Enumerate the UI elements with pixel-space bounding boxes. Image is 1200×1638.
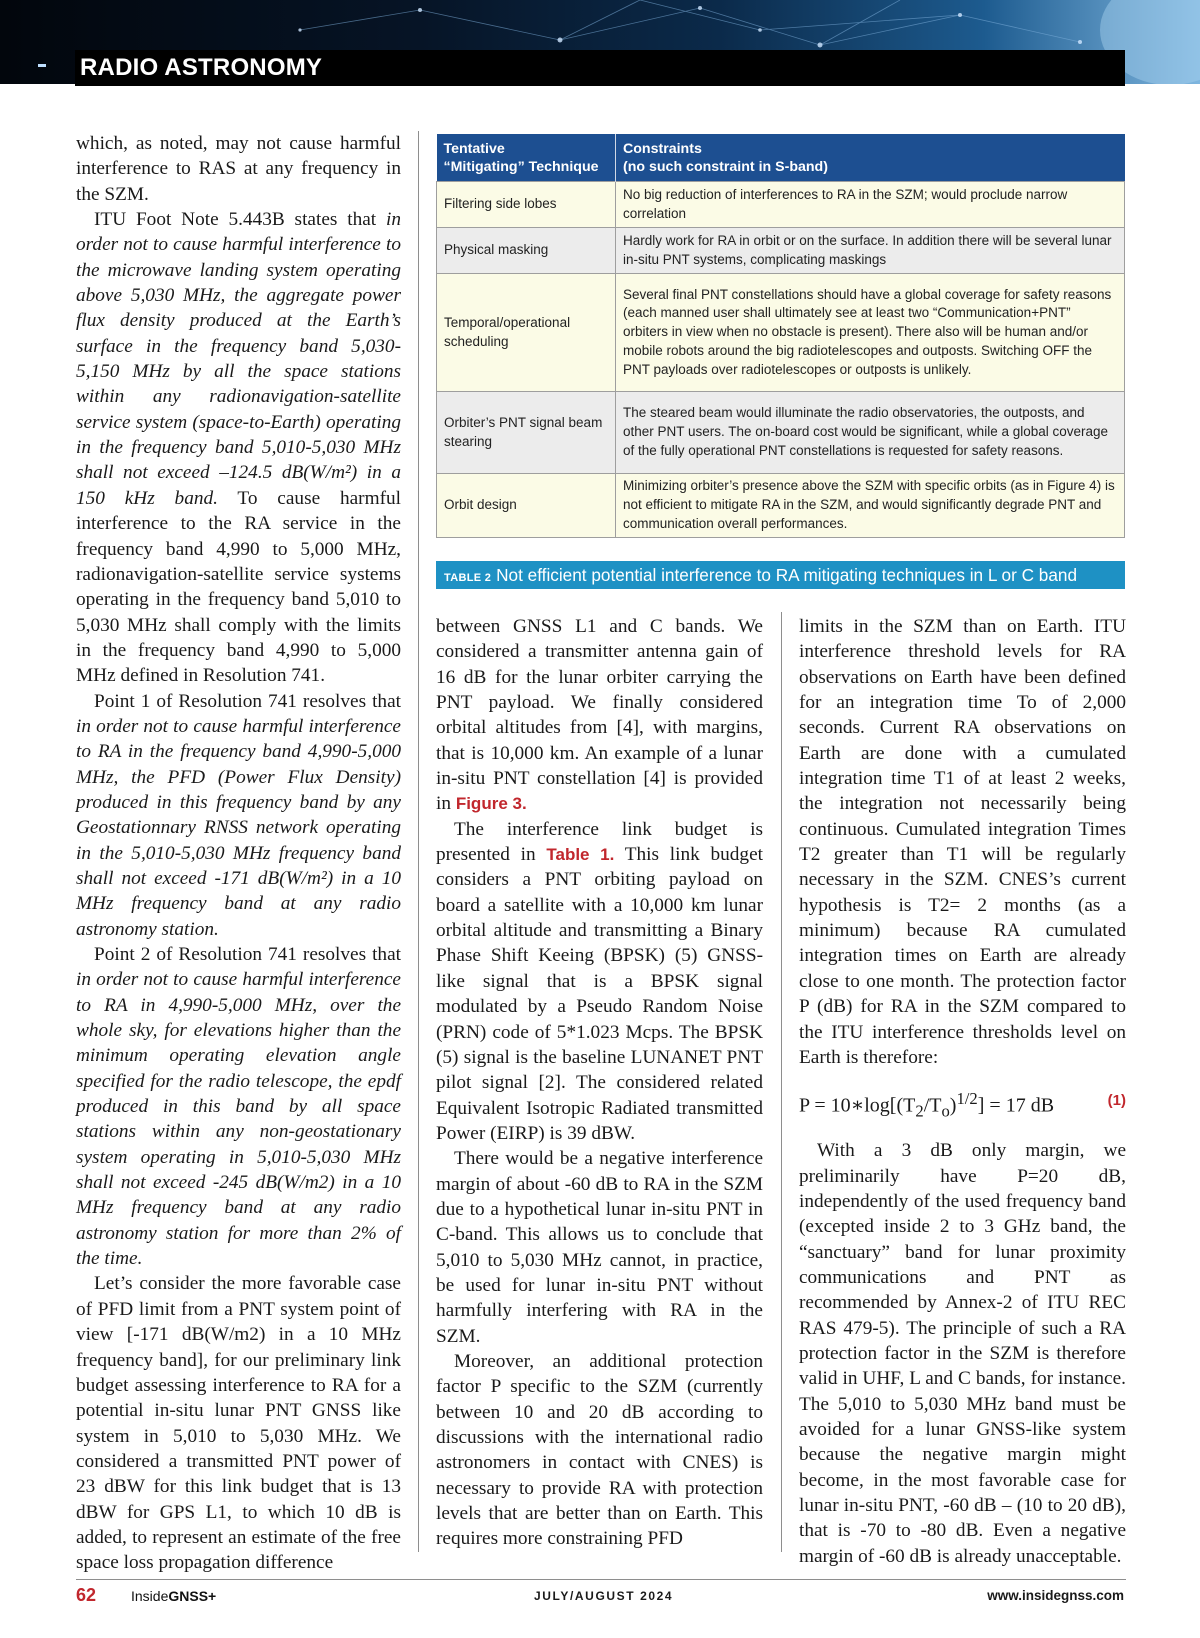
column-divider [781, 612, 782, 1552]
text: Point 2 of Resolution 741 resolves that [94, 944, 401, 965]
table-row [437, 474, 1125, 538]
table-row [437, 228, 1125, 274]
paragraph [76, 207, 401, 689]
eq-subscript: o [941, 1101, 950, 1121]
figure-reference: Figure 3. [455, 794, 527, 814]
column-3 [799, 614, 1126, 1569]
paragraph: Let’s consider the more favorable case of PFD limit from a PNT system point of view [-171 dB(W/m2) in a 10 MHz frequency band], for our preliminary link budget assessing interference to RA for a potential in-situ lunar PNT GNSS like system in 5,010 to 5,030 MHz. We considered a transmitted PNT power of 23 dBW for this link budget that is 13 dBW for GPS L1, to which 10 dB is added, to represent an estimate of the free space loss propagation difference [76, 1273, 401, 1574]
quote-text: in order not to cause harmful interference to RA in the frequency band 4,990-5,000 MHz, the PFD (Power Flux Density) produced in this frequency band by any Geostationnary RNSS network operating in the 5,010-5,030 MHz frequency band shall not exceed -171 dB(W/m²) in a 10 MHz frequency band at any radio astronomy station. [76, 715, 401, 940]
technique-cell: Orbiter’s PNT signal beam stearing [437, 392, 616, 474]
text: This link budget considers a PNT orbiting payload on board a satellite with a 10,000 km lunar orbital altitude and transmitting a Binary Phase Shift Keeing (BPSK) (5) GNSS-like signal that is a BPSK signal modulated by a Pseudo Random Noise (PRN) code of 5*1.023 Mcps. The BPSK (5) signal is the baseline LUNANET PNT pilot signal [2]. The considered related Equivalent Isotropic Radiated transmitted Power (EIRP) is 39 dBW. [436, 844, 763, 1144]
text: The interference link budget is presented in [436, 818, 763, 866]
paragraph: which, as noted, may not cause harmful interference to RAS at any frequency in the SZM. [76, 133, 401, 205]
constraint-cell: Minimizing orbiter’s presence above the SZM with specific orbits (as in Figure 4) is not efficient to mitigate RA in the SZM, and would significantly degrade PNT and communication overall performances. [616, 474, 1125, 538]
eq-superscript: 1/2 [956, 1089, 978, 1109]
technique-cell: Physical masking [437, 228, 616, 274]
quote-text: in order not to cause harmful interference to RA in 4,990-5,000 MHz, over the whole sky, for elevations higher than the minimum operating elevation angle specified for the radio telescope, the epdf produced in this band by all space stations within any non-geostationary system operating in 5,010-5,030 MHz shall not exceed -245 dB(W/m2) in a 10 MHz frequency band at any radio astronomy station for more than 2% of the time. [76, 969, 401, 1270]
header-technique [437, 134, 616, 182]
constraint-cell: The steared beam would illuminate the radio observatories, the outposts, and other PNT users. The on-board cost would be significant, while a global coverage of the fully operational PNT constellations is requested for safety reasons. [616, 392, 1125, 474]
technique-cell: Orbit design [437, 474, 616, 538]
eq-part: P = 10∗log[(T [799, 1094, 916, 1117]
footer-rule [76, 1579, 1126, 1580]
paragraph: With a 3 dB only margin, we preliminarily have P=20 dB, independently of the used frequency band (excepted inside 2 to 3 GHz band, the “sanctuary” band for lunar proximity communications and PNT as recommended by Annex-2 of ITU REC RAS 479-5). The principle of such a RA protection factor in the SZM is therefore valid in UHF, L and C bands, for instance. The 5,010 to 5,030 MHz band must be avoided for a lunar GNSS-like system because the negative margin might become, in the most favorable case for lunar in-situ PNT, -60 dB – (10 to 20 dB), that is -70 to -80 dB. Even a negative margin of -60 dB is already unacceptable. [799, 1140, 1126, 1567]
paragraph: There would be a negative interference margin of about -60 dB to RA in the SZM due to a hypothetical lunar in-situ PNT in C-band. This allows us to conclude that 5,010 to 5,030 MHz cannot, in practice, be used for lunar in-situ PNT without harmfully interfering with RA in the SZM. [436, 1148, 763, 1347]
header-constraints [616, 134, 1125, 182]
logo-text: Inside [131, 1588, 169, 1604]
paragraph [436, 614, 763, 817]
page-number: 62 [76, 1585, 97, 1605]
section-title: RADIO ASTRONOMY [80, 54, 323, 81]
header-text: “Mitigating” Technique [443, 159, 599, 175]
paragraph: limits in the SZM than on Earth. ITU interference threshold levels for RA observations on Earth have been defined for an integration time To of 2,000 seconds. Current RA observations on Earth are done with a cumulated integration time T1 of at least 2 weeks, the integration not necessarily being continuous. Cumulated integration Times T2 greater than T1 will be regularly necessary in the SZM. CNES’s current hypothesis is T2= 2 months (as a minimum) because RA cumulated integration times on Earth are already close to one month. The protection factor P (dB) for RA in the SZM compared to the ITU interference thresholds level on Earth is therefore: [799, 616, 1126, 1068]
eq-part: /T [923, 1094, 942, 1117]
eq-subscript: 2 [915, 1101, 924, 1121]
header-text: Constraints [623, 141, 702, 157]
column-2 [436, 614, 763, 1552]
table-row [437, 182, 1125, 228]
text: Point 1 of Resolution 741 resolves that [94, 690, 401, 712]
text: To cause harmful interference to the RA service in the frequency band 4,990 to 5,000 MHz, radionavigation-satellite service systems operating in the frequency band 5,010 to 5,030 MHz shall comply with the limits in the frequency band 4,990 to 5,000 MHz defined in Resolution 741. [76, 487, 401, 687]
table-reference: Table 1. [546, 845, 615, 865]
paragraph [436, 817, 763, 1146]
constraint-cell: Hardly work for RA in orbit or on the surface. In addition there will be several lunar in-situ PNT systems, complicating maskings [616, 228, 1125, 274]
issue-date: JULY/AUGUST 2024 [534, 1589, 674, 1603]
technique-cell: Filtering side lobes [437, 182, 616, 228]
header-text: Tentative [443, 141, 505, 157]
logo-text: GNSS+ [168, 1588, 217, 1604]
text: between GNSS L1 and C bands. We considered a transmitter antenna gain of 16 dB for the lunar orbiter carrying the PNT payload. We finally considered orbital altitudes from [4], with margins, that is 10,000 km. An example of a lunar in-situ PNT constellation [4] is provided in [436, 616, 763, 815]
table-row [437, 392, 1125, 474]
paragraph: Moreover, an additional protection factor P specific to the SZM (currently between 10 and 20 dB according to discussions with the international radio astronomers in contact with CNES) is necessary to provide RA with protection levels that are better than on Earth. This requires more constraining PFD [436, 1350, 763, 1550]
mitigation-table [436, 134, 1125, 538]
eq-part: ) [949, 1094, 957, 1117]
equation-1 [799, 1076, 1126, 1126]
column-1 [76, 131, 401, 1576]
paragraph [76, 942, 401, 1271]
caption-label: TABLE 2 [444, 572, 492, 584]
website: www.insidegnss.com [987, 1588, 1124, 1603]
caption-text: Not efficient potential interference to RA mitigating techniques in L or C band [496, 565, 1078, 585]
header-accent-mark [38, 64, 46, 67]
constraint-cell: No big reduction of interferences to RA in the SZM; would proclude narrow correlation [616, 182, 1125, 228]
column-divider [418, 131, 419, 1552]
equation-text [799, 1086, 1054, 1124]
equation-number: (1) [1107, 1092, 1126, 1110]
text: ITU Foot Note 5.443B states that [94, 209, 386, 231]
paragraph [76, 689, 401, 942]
quote-text: in order not to cause harmful interference to the microwave landing system operating above 5,030 MHz, the aggregate power flux density produced at the Earth’s surface in the frequency band 5,030-5,150 MHz by all the space stations within any radionavigation-satellite service system (space-to-Earth) operating in the frequency band 5,010-5,030 MHz shall not exceed –124.5 dB(W/m²) in a 150 kHz band. [76, 209, 401, 509]
table-header-row [437, 134, 1125, 182]
constraint-cell: Several final PNT constellations should have a global coverage for safety reasons (each manned user shall ultimately see at least two “Communication+PNT” orbiters in view when no obstacle is present). There also will be human and/or mobile robots around the big radiotelescopes and outposts. Switching OFF the PNT payloads over radiotelescopes or outposts is unlikely. [616, 274, 1125, 392]
magazine-logo [131, 1588, 216, 1604]
eq-part: ] = 17 dB [977, 1094, 1055, 1117]
header-text: (no such constraint in S-band) [623, 159, 828, 175]
table-row [437, 274, 1125, 392]
technique-cell: Temporal/operational scheduling [437, 274, 616, 392]
table-caption [436, 561, 1125, 589]
